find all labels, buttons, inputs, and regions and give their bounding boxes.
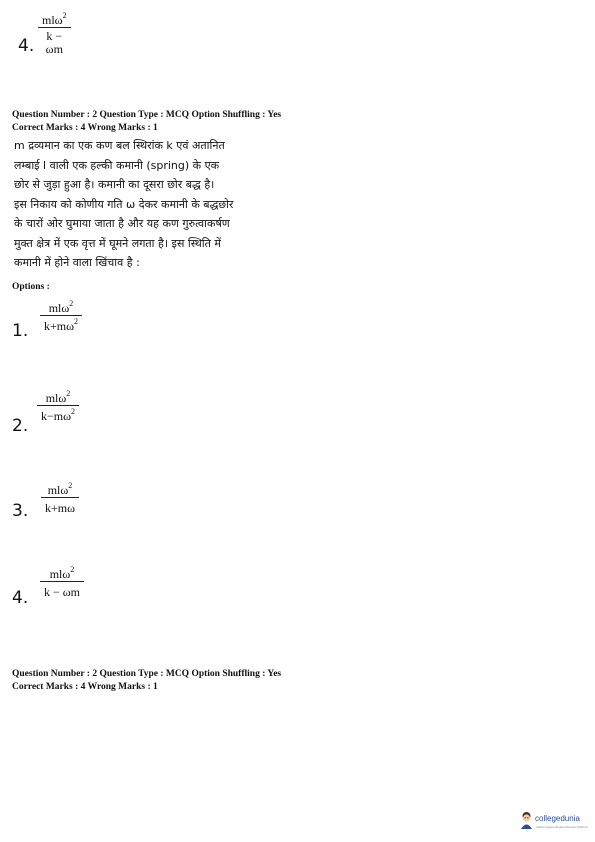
question-meta-next xyxy=(12,668,281,694)
question-line: कमानी में होने वाला खिंचाव है : xyxy=(14,256,140,269)
numerator: mlω xyxy=(42,13,63,27)
question-line: मुक्त क्षेत्र में एक वृत्त में घूमने लगता है। इस स्थिति में xyxy=(14,236,222,250)
option-number: 4. xyxy=(12,588,29,608)
exponent: 2 xyxy=(70,565,75,574)
denominator: k − ωm xyxy=(44,585,80,600)
collegedunia-logo xyxy=(519,810,591,832)
denominator: k+mω xyxy=(44,319,74,334)
option-3[interactable] xyxy=(12,482,132,527)
numerator: mlω xyxy=(48,301,70,315)
option-number: 2. xyxy=(12,416,29,436)
logo-tagline: India's largest Student Review Platform xyxy=(536,825,589,829)
exponent: 2 xyxy=(74,317,78,327)
question-line: छोर से जुड़ा हुआ है। कमानी का दूसरा छोर बद्ध है। xyxy=(14,178,215,191)
denominator: k+mω xyxy=(45,501,75,516)
question-line: इस निकाय को कोणीय गति ω देकर कमानी के बद्धछोर xyxy=(14,197,234,211)
question-meta-line2: Correct Marks : 4 Wrong Marks : 1 xyxy=(12,682,158,692)
option-2[interactable] xyxy=(12,390,132,435)
exponent: 2 xyxy=(71,407,75,417)
exponent: 2 xyxy=(69,299,74,308)
option-1[interactable] xyxy=(12,300,132,345)
question-meta-line2: Correct Marks : 4 Wrong Marks : 1 xyxy=(12,123,158,133)
exponent: 2 xyxy=(62,11,67,20)
question-meta-line1: Question Number : 2 Question Type : MCQ Option Shuffling : Yes xyxy=(12,110,282,120)
question-text xyxy=(14,136,284,273)
option-4-fraction xyxy=(40,566,84,599)
option-2-fraction xyxy=(37,390,79,423)
question-line: लम्बाई l वाली एक हल्की कमानी (spring) के एक xyxy=(14,158,220,172)
question-meta-line1: Question Number : 2 Question Type : MCQ Option Shuffling : Yes xyxy=(12,669,282,679)
top-option-fraction xyxy=(38,12,71,57)
numerator: mlω xyxy=(45,391,67,405)
option-3-fraction xyxy=(41,482,79,515)
question-line: m द्रव्यमान का एक कण बल स्थिरांक k एवं अतानित xyxy=(14,139,225,152)
option-4[interactable] xyxy=(12,566,132,611)
option-1-fraction xyxy=(40,300,82,333)
logo-text: collegedunia xyxy=(535,814,580,823)
option-number: 1. xyxy=(12,321,29,341)
question-line: के चारों ओर घुमाया जाता है और यह कण गुरुत्वाकर्षण xyxy=(14,217,230,230)
question-meta xyxy=(12,109,281,135)
exponent: 2 xyxy=(66,389,71,398)
numerator: mlω xyxy=(47,483,69,497)
numerator: mlω xyxy=(49,567,71,581)
denominator: k−mω xyxy=(41,409,71,424)
denominator: k − ωm xyxy=(45,29,63,57)
exponent: 2 xyxy=(68,481,73,490)
option-number: 3. xyxy=(12,501,29,521)
mascot-icon xyxy=(519,811,534,829)
option-number: 4. xyxy=(18,36,35,56)
options-label: Options : xyxy=(12,282,50,292)
